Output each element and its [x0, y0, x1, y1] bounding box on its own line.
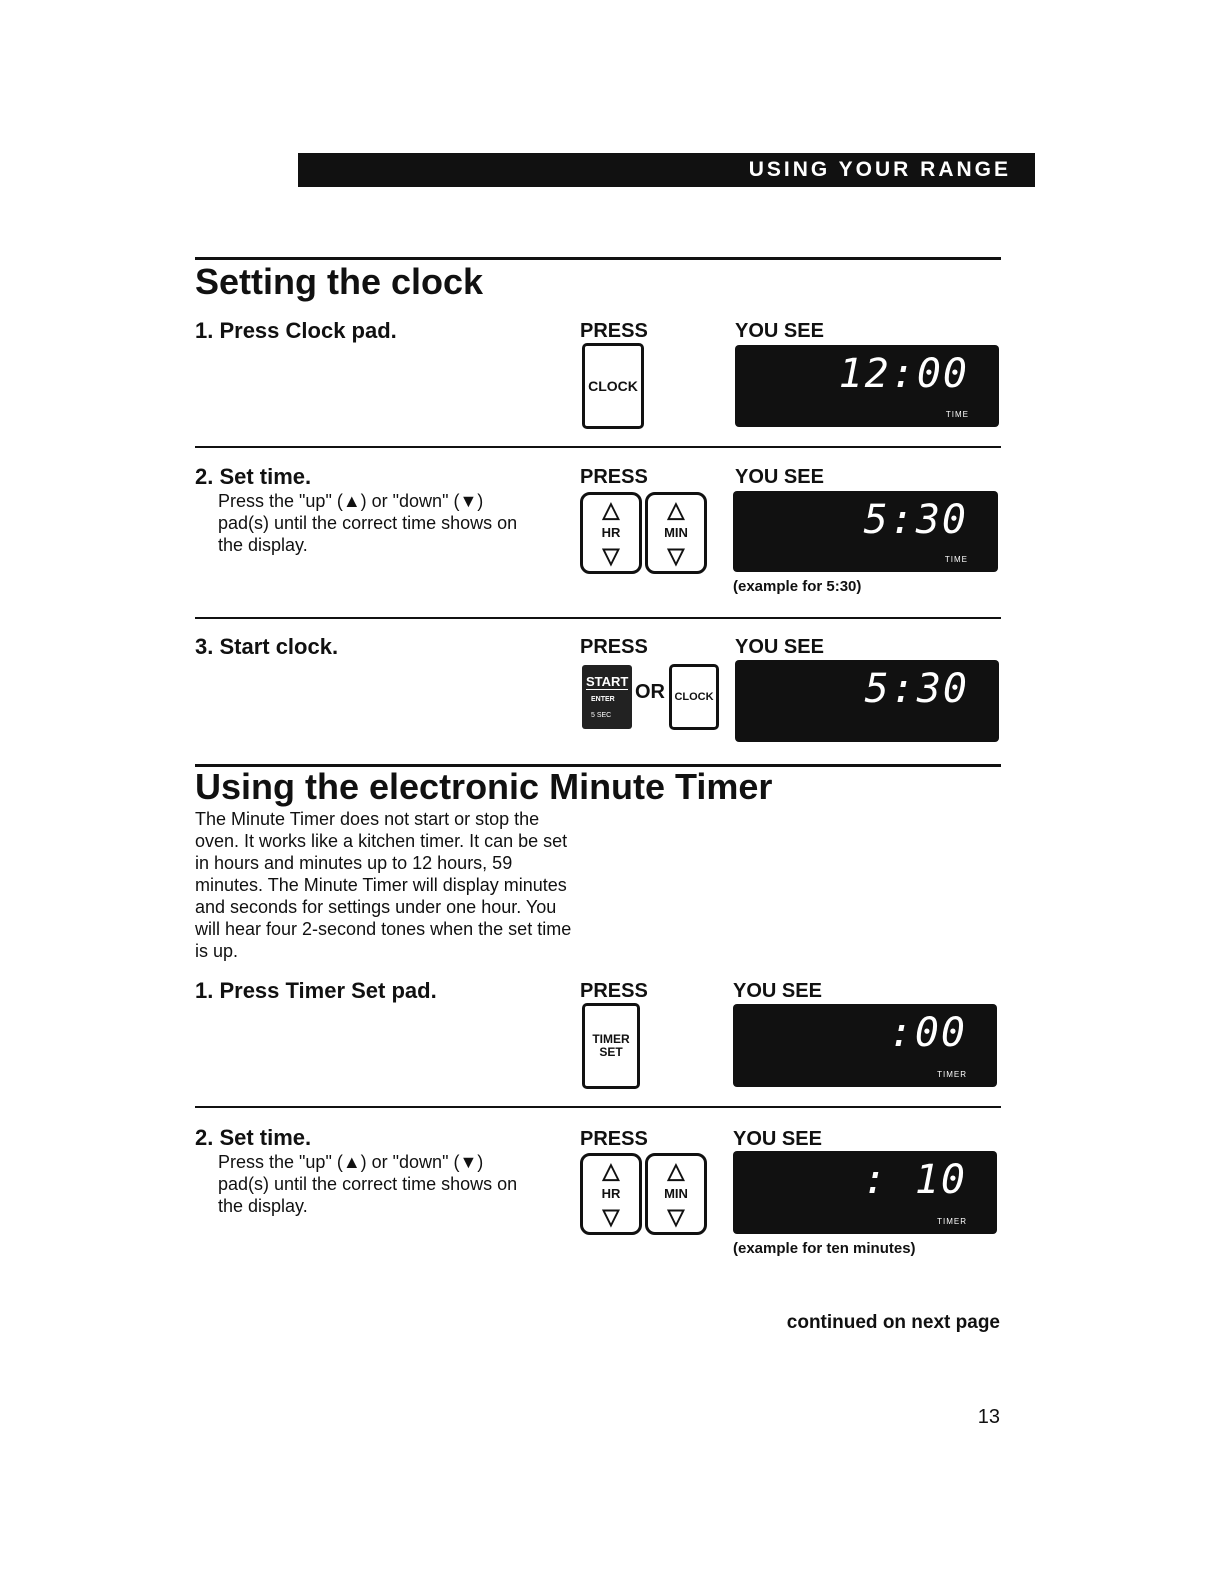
clock-pad-label: CLOCK [588, 378, 638, 394]
clock-step-3-title: 3. Start clock. [195, 634, 339, 659]
you-see-label: YOU SEE [735, 466, 824, 488]
clock-pad[interactable] [582, 343, 644, 429]
up-arrow-icon[interactable]: △ [667, 497, 685, 522]
down-arrow-icon[interactable]: ▽ [667, 1204, 685, 1229]
down-arrow-icon[interactable]: ▽ [602, 543, 620, 568]
display-digits: 12:00 [838, 351, 969, 397]
display-digits: : 10 [862, 1157, 967, 1203]
clock-display [735, 660, 999, 742]
divider [195, 446, 1001, 448]
timer-display [733, 1151, 997, 1234]
timer-section-title: Using the electronic Minute Timer [195, 766, 773, 807]
down-arrow-icon[interactable]: ▽ [602, 1204, 620, 1229]
timer-pad-line1: TIMER [592, 1032, 630, 1046]
timer-set-pad[interactable] [582, 1003, 640, 1089]
minute-pad[interactable] [645, 492, 707, 574]
timer-step-2-title: 2. Set time. [195, 1125, 312, 1150]
section-banner: USING YOUR RANGE [298, 153, 1035, 187]
down-arrow-icon[interactable]: ▽ [667, 543, 685, 568]
clock-step-2-desc: Press the "up" (▲) or "down" (▼) pad(s) until the correct time shows on the display. [218, 491, 518, 555]
minute-pad[interactable] [645, 1153, 707, 1235]
start-enter-pad[interactable] [582, 665, 632, 729]
divider [195, 257, 1001, 260]
clock-section-title: Setting the clock [195, 261, 484, 302]
minute-pad-label: MIN [664, 1186, 688, 1201]
you-see-label: YOU SEE [733, 1128, 822, 1150]
up-arrow-icon[interactable]: △ [602, 1158, 620, 1183]
clock-step-1-title: 1. Press Clock pad. [195, 318, 397, 343]
hour-pad-label: HR [601, 1186, 621, 1201]
press-label: PRESS [580, 320, 648, 342]
page-number: 13 [977, 1406, 1000, 1428]
hour-pad[interactable] [580, 1153, 642, 1235]
clock-pad[interactable] [669, 664, 719, 730]
timer-step-1-title: 1. Press Timer Set pad. [195, 978, 437, 1003]
divider [195, 1106, 1001, 1108]
hour-pad[interactable] [580, 492, 642, 574]
display-digits: 5:30 [864, 666, 969, 712]
example-caption: (example for 5:30) [733, 578, 862, 595]
continued-note: continued on next page [786, 1312, 1000, 1333]
timer-pad-line2: SET [599, 1045, 623, 1059]
you-see-label: YOU SEE [735, 320, 824, 342]
display-digits: 5:30 [863, 497, 968, 543]
enter-label: ENTER [591, 696, 615, 703]
up-arrow-icon[interactable]: △ [602, 497, 620, 522]
hour-pad-label: HR [601, 525, 621, 540]
display-tag: TIME [945, 410, 969, 419]
timer-intro: The Minute Timer does not start or stop the oven. It works like a kitchen timer. It can be set in hours and minutes up to 12 hours, 59 minutes. The Minute Timer will display minutes and seconds for settings under one hour. You will hear four 2-second tones when the set time is up. [195, 809, 572, 961]
timer-display [733, 1004, 997, 1087]
display-tag: TIMER [937, 1070, 967, 1079]
sec-label: 5 SEC [591, 712, 612, 719]
clock-display [735, 345, 999, 427]
press-label: PRESS [580, 980, 648, 1002]
you-see-label: YOU SEE [735, 636, 824, 658]
display-tag: TIME [944, 555, 968, 564]
press-label: PRESS [580, 466, 648, 488]
press-label: PRESS [580, 636, 648, 658]
display-digits: :00 [888, 1010, 967, 1056]
display-tag: TIMER [937, 1217, 967, 1226]
clock-pad-label: CLOCK [674, 691, 714, 703]
clock-display [733, 491, 998, 572]
you-see-label: YOU SEE [733, 980, 822, 1002]
up-arrow-icon[interactable]: △ [667, 1158, 685, 1183]
press-label: PRESS [580, 1128, 648, 1150]
example-caption: (example for ten minutes) [733, 1240, 916, 1257]
timer-step-2-desc: Press the "up" (▲) or "down" (▼) pad(s) until the correct time shows on the display. [218, 1152, 518, 1216]
minute-pad-label: MIN [664, 525, 688, 540]
divider [195, 617, 1001, 619]
clock-step-2-title: 2. Set time. [195, 464, 312, 489]
or-label: OR [635, 681, 665, 703]
start-label: START [586, 674, 629, 689]
